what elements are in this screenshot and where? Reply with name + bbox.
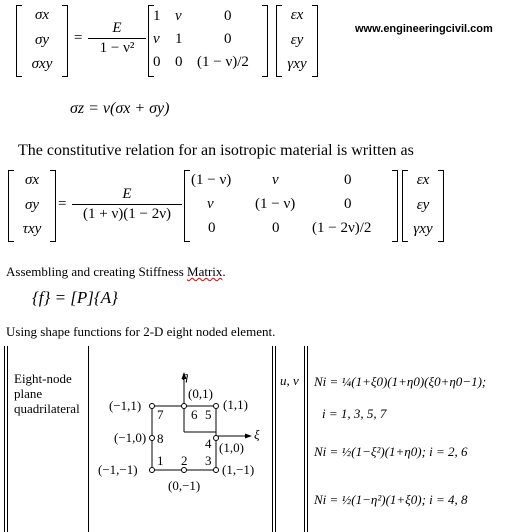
matrix-cell: 0 [344,172,352,188]
node-number: 3 [205,453,212,468]
matrix-cell: ν [175,8,182,24]
coefficient-fraction [88,20,146,57]
node-coordinate: (1,0) [219,440,244,455]
element-diagram [90,346,272,532]
node-coordinate: (0,1) [188,386,213,401]
matrix-cell: 0 [175,54,183,70]
node-number: 2 [181,453,188,468]
node-coordinate: (−1,−1) [98,462,138,477]
matrix-cell: 1 [153,8,161,24]
matrix-right-bracket [392,170,398,242]
node-number: 8 [157,431,164,446]
fraction-numerator: E [112,20,122,36]
table-border-left-inner [7,346,8,532]
matrix-cell: (1 − ν) [255,196,296,212]
matrix-cell: 0 [344,196,352,212]
element-table [0,346,514,532]
matrix-cell: ν [207,196,214,212]
lhs-entry: σx [24,172,40,188]
table-divider [275,346,276,532]
rhs-entry: εx [416,172,430,188]
plane-strain-equation [0,164,470,248]
node-number: 6 [191,407,198,422]
stiffness-equation: {f} = [P]{A} [32,288,118,307]
lhs-vector [14,172,50,238]
node-number: 1 [157,453,164,468]
assembling-underlined-word: Matrix [187,264,223,279]
table-divider [307,346,308,532]
node-number: 5 [205,407,212,422]
matrix-cell: 0 [224,8,232,24]
assembling-text: Assembling and creating Stiffness [6,264,188,279]
rhs-entry: εy [416,196,430,213]
matrix-cell: (1 − ν) [191,172,232,188]
fraction-denominator: 1 − ν² [99,40,135,56]
coefficient-fraction [72,186,182,223]
assembling-period: . [222,264,226,279]
shape-sentence-period: . [272,324,276,339]
rhs-entry: γxy [287,56,307,72]
shape-function-corner-indices: i = 1, 3, 5, 7 [322,406,387,421]
rhs-entry: γxy [413,221,433,237]
lhs-entry: σy [34,31,50,48]
matrix-cell: 0 [224,31,232,47]
shape-function-corner: Ni = ¼(1+ξ0)(1+η0)(ξ0+η0−1); [314,374,487,389]
matrix-cell: 1 [175,31,183,47]
lhs-right-bracket [62,5,68,77]
table-divider [88,346,89,532]
assembling-sentence [6,264,226,280]
equals-sign: = [74,30,83,46]
xi-axis-label: ξ [254,427,260,442]
shape-function-midside-xi: Ni = ½(1−η²)(1+ξ0); i = 4, 8 [314,492,468,507]
lhs-entry: σxy [31,56,53,72]
matrix-cell: ν [272,172,279,188]
element-name-line: Eight-node [14,371,72,386]
matrix-left-bracket [184,170,190,242]
shape-function-midside-eta: Ni = ½(1−ξ²)(1+η0); i = 2, 6 [314,444,468,459]
watermark: www.engineeringcivil.com [355,23,493,35]
fraction-denominator: (1 + ν)(1 − 2ν) [83,206,171,222]
lhs-vector [22,7,62,73]
fraction-numerator: E [122,186,132,202]
sigma-z-equation: σz = ν(σx + σy) [70,100,170,117]
element-name-line: quadrilateral [14,401,80,416]
equals-sign: = [58,196,67,212]
matrix-cell: (1 − 2ν)/2 [312,220,372,236]
node-number: 4 [205,436,212,451]
node-coordinate: (−1,1) [109,398,142,413]
element-name-line: plane [14,386,43,401]
matrix-right-bracket [262,5,268,77]
rhs-entry: εy [290,31,304,48]
matrix-cell: 0 [208,220,216,236]
plane-stress-equation [0,0,350,80]
lhs-entry: σx [34,7,50,23]
rhs-vector [282,7,312,73]
table-divider [304,346,305,532]
element-name [14,371,80,416]
isotropic-sentence: The constitutive relation for an isotropic material is written as [18,142,414,159]
node-coordinate: (1,−1) [222,462,255,477]
dof-label: u, v [280,373,299,388]
matrix-cell: (1 − ν)/2 [197,54,249,70]
node-coordinate: (1,1) [223,397,248,412]
lhs-entry: τxy [22,221,42,237]
rhs-right-bracket [438,170,444,242]
matrix-cell: ν [153,31,160,47]
table-divider [272,346,273,532]
matrix-cell: 0 [272,220,280,236]
node-coordinate: (−1,0) [114,430,147,445]
shape-function-sentence [6,324,275,340]
rhs-right-bracket [312,5,318,77]
node-coordinate: (0,−1) [168,478,201,493]
shape-sentence-text: Using shape functions for 2-D eight noded element [6,324,273,339]
rhs-entry: εx [290,7,304,23]
lhs-entry: σy [24,196,40,213]
eta-axis-label: η [182,368,189,383]
table-border-left [4,346,5,532]
lhs-right-bracket [50,170,56,242]
node-number: 7 [157,407,164,422]
matrix-cell: 0 [153,54,161,70]
rhs-vector [408,172,438,238]
